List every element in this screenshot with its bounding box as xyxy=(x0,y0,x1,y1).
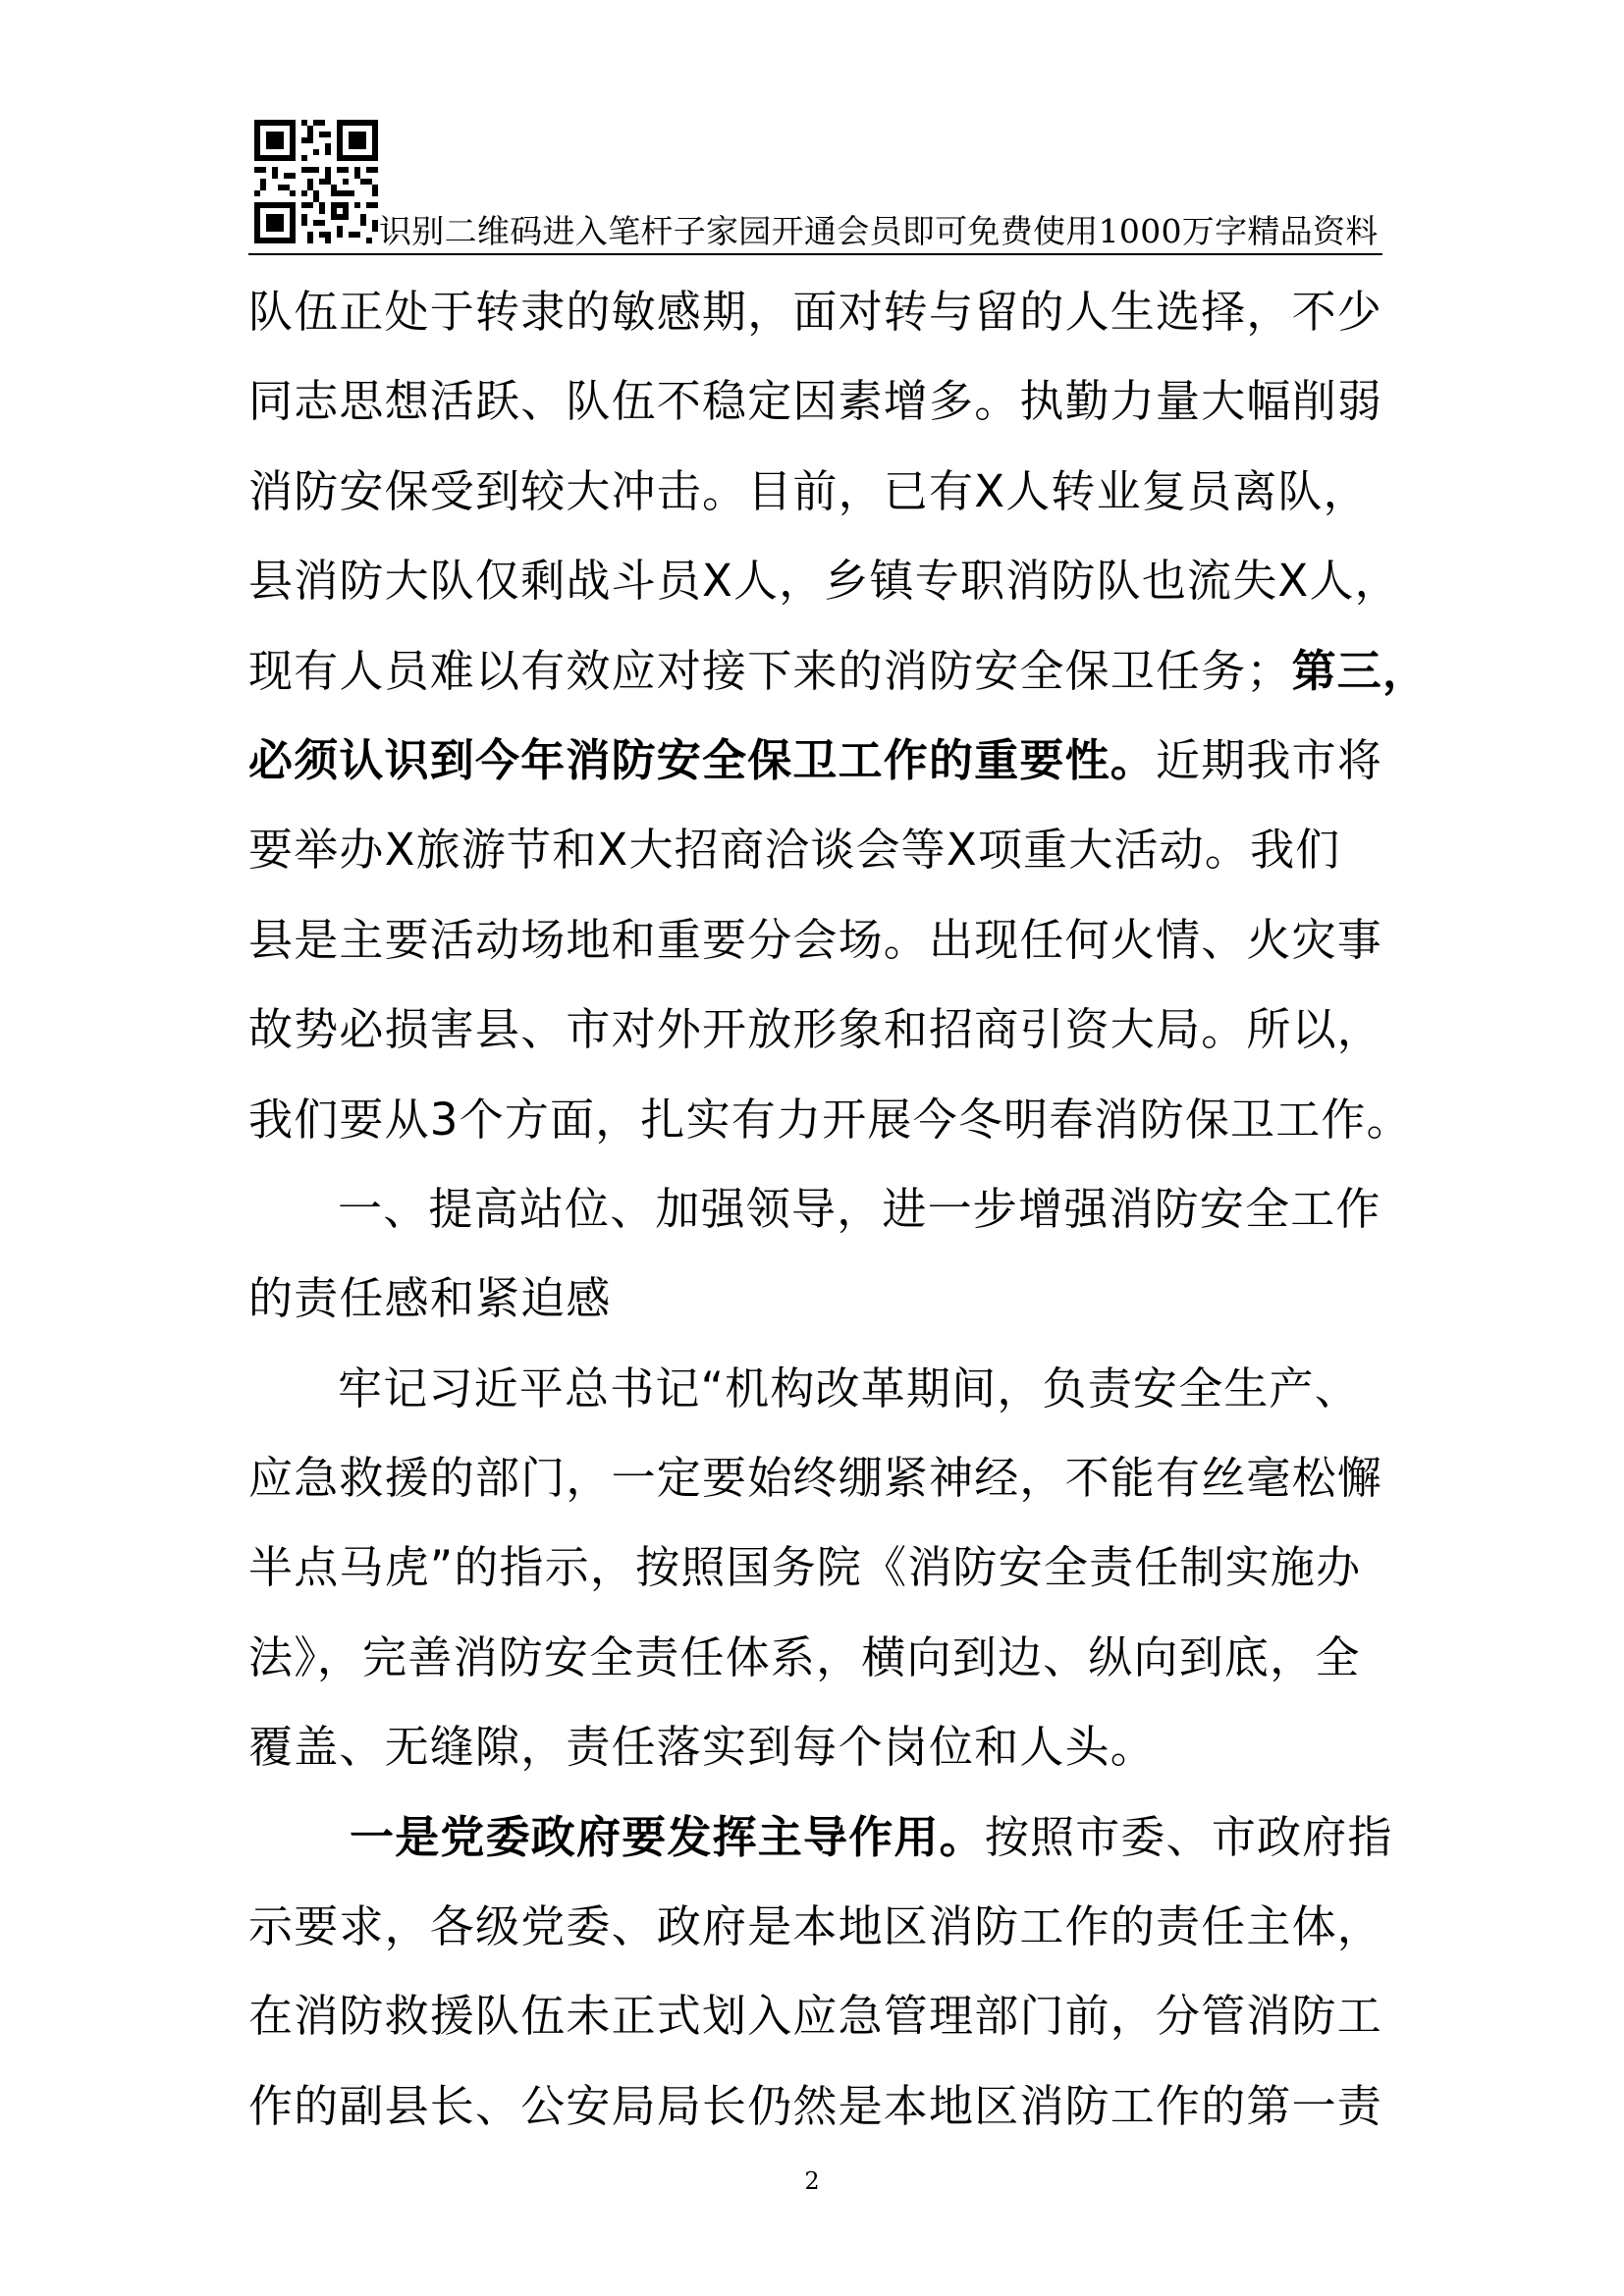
text-line: 队伍正处于转隶的敏感期，面对转与留的人生选择，不少 xyxy=(248,286,1383,338)
page-number: 2 xyxy=(804,2167,820,2195)
bold-heading-segment: 第三， xyxy=(1291,644,1429,697)
text-line: 作的副县长、公安局局长仍然是本地区消防工作的第一责 xyxy=(248,2079,1383,2132)
text-line: 法》，完善消防安全责任体系，横向到边、纵向到底，全 xyxy=(248,1630,1361,1683)
header-divider xyxy=(248,253,1382,255)
text-line: 同志思想活跃、队伍不稳定因素增多。执勤力量大幅削弱 xyxy=(248,375,1383,428)
text-line: 县消防大队仅剩战斗员X人，乡镇专职消防队也流失X人， xyxy=(248,555,1400,608)
text-line xyxy=(248,716,1382,805)
bold-heading-segment: 一是党委政府要发挥主导作用。 xyxy=(350,1810,985,1863)
text-line: 我们要从3个方面，扎实有力开展今冬明春消防保卫工作。 xyxy=(248,1093,1412,1146)
document-body xyxy=(248,267,1429,2151)
text-line: 覆盖、无缝隙，责任落实到每个岗位和人头。 xyxy=(248,1721,1157,1774)
text-line: 示要求，各级党委、政府是本地区消防工作的责任主体， xyxy=(248,1900,1383,1953)
qr-code-icon xyxy=(254,120,378,243)
text-line xyxy=(248,626,1429,716)
text-line: 故势必损害县、市对外开放形象和招商引资大局。所以， xyxy=(248,1003,1383,1056)
text-line: 牢记习近平总书记“机构改革期间，负责安全生产、 xyxy=(338,1362,1360,1415)
section-heading: 一、提高站位、加强领导，进一步增强消防安全工作 xyxy=(338,1182,1381,1235)
text-line: 消防安保受到较大冲击。目前，已有X人转业复员离队， xyxy=(248,464,1369,517)
text-segment: 近期我市将 xyxy=(1156,733,1383,786)
text-line: 要举办X旅游节和X大招商洽谈会等X项重大活动。我们 xyxy=(248,824,1341,877)
text-line: 半点马虎”的指示，按照国务院《消防安全责任制实施办 xyxy=(248,1541,1362,1594)
section-heading-continued: 的责任感和紧迫感 xyxy=(248,1272,612,1325)
bold-heading-segment: 必须认识到今年消防安全保卫工作的重要性。 xyxy=(248,733,1157,786)
text-segment: 按照市委、市政府指 xyxy=(984,1810,1393,1863)
page-header xyxy=(248,116,1382,253)
text-segment: 现有人员难以有效应对接下来的消防安全保卫任务； xyxy=(248,644,1292,697)
text-line: 在消防救援队伍未正式划入应急管理部门前，分管消防工 xyxy=(248,1990,1383,2043)
text-line: 县是主要活动场地和重要分会场。出现任何火情、火灾事 xyxy=(248,913,1383,966)
header-banner-text: 识别二维码进入笔杆子家园开通会员即可免费使用1000万字精品资料 xyxy=(379,212,1379,250)
text-line: 应急救援的部门，一定要始终绷紧神经，不能有丝毫松懈 xyxy=(248,1452,1383,1505)
text-line xyxy=(248,1792,1393,1882)
